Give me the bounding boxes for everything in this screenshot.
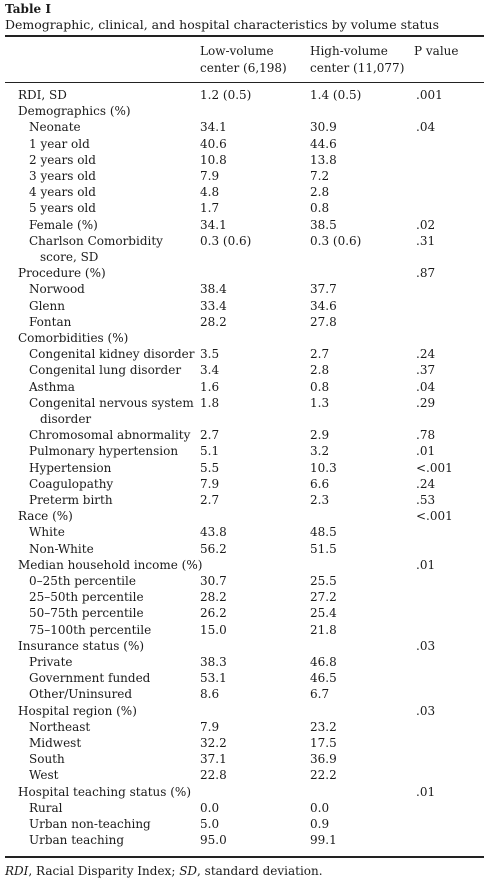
cell-p-value: <.001 (416, 509, 453, 524)
cell-high-volume: 0.8 (310, 201, 330, 216)
cell-p-value: .78 (416, 428, 436, 443)
header-high-volume: High-volume center (11,077) (310, 44, 405, 75)
row-label: Congenital lung disorder (29, 363, 182, 378)
table-row (0, 524, 489, 540)
row-label: Urban teaching (29, 833, 125, 848)
table-row (0, 670, 489, 686)
cell-high-volume: 46.8 (310, 655, 337, 669)
cell-high-volume: 17.5 (310, 736, 337, 750)
table-row (0, 751, 489, 767)
table-row (0, 168, 489, 184)
row-label: Congenital nervous system disorder (29, 395, 194, 426)
cell-p-value: .37 (416, 363, 436, 378)
row-label: 2 years old (29, 152, 96, 167)
cell-high-volume: 1.3 (310, 395, 330, 410)
header-p-value: P value (414, 44, 459, 58)
cell-high-volume: 0.3 (0.6) (310, 233, 362, 248)
cell-low-volume: 95.0 (200, 833, 227, 848)
cell-high-volume: 38.5 (310, 217, 337, 232)
row-label: Chromosomal abnormality (29, 428, 191, 443)
cell-p-value: .03 (416, 638, 436, 653)
cell-high-volume: 51.5 (310, 541, 337, 556)
cell-high-volume: 2.7 (310, 347, 330, 362)
cell-high-volume: 30.9 (310, 120, 337, 135)
cell-low-volume: 28.2 (200, 314, 227, 329)
cell-low-volume: 40.6 (200, 136, 227, 151)
row-label: Median household income (%) (18, 557, 203, 572)
cell-p-value: .31 (416, 233, 436, 248)
cell-low-volume: 26.2 (200, 606, 227, 621)
header-rule (5, 82, 484, 83)
row-label: South (29, 752, 65, 767)
cell-low-volume: 8.6 (200, 687, 220, 702)
row-label: Non-White (29, 541, 94, 556)
cell-low-volume: 0.0 (200, 800, 220, 815)
table-row (0, 492, 489, 508)
table-row (0, 508, 489, 524)
cell-high-volume: 10.3 (310, 460, 337, 475)
row-label: Charlson Comorbidity score, SD (29, 233, 163, 264)
row-label: Urban non-teaching (29, 817, 151, 831)
row-label: Insurance status (%) (18, 638, 145, 653)
cell-high-volume: 25.4 (310, 606, 337, 621)
table-row (0, 119, 489, 135)
cell-high-volume: 6.7 (310, 687, 330, 702)
cell-high-volume: 2.3 (310, 493, 330, 507)
table-row (0, 265, 489, 281)
row-label: Demographics (%) (18, 104, 131, 119)
table-row (0, 217, 489, 233)
cell-low-volume: 22.8 (200, 768, 227, 783)
table-title: Table I (5, 2, 51, 16)
row-label: 4 years old (29, 185, 96, 200)
cell-low-volume: 1.7 (200, 201, 220, 216)
row-label: White (29, 525, 65, 540)
table-caption: Demographic, clinical, and hospital characteristics by volume status (5, 17, 440, 32)
row-label: 1 year old (29, 136, 90, 151)
cell-high-volume: 34.6 (310, 298, 337, 313)
cell-high-volume: 7.2 (310, 169, 330, 183)
cell-low-volume: 3.5 (200, 347, 220, 362)
cell-high-volume: 46.5 (310, 671, 337, 686)
table-row (0, 314, 489, 330)
table-row (0, 589, 489, 605)
cell-p-value: .87 (416, 266, 436, 281)
row-label: Hospital region (%) (18, 703, 137, 718)
row-label: 0–25th percentile (29, 574, 136, 588)
table-row (0, 638, 489, 654)
cell-low-volume: 7.9 (200, 719, 220, 734)
cell-low-volume: 38.3 (200, 655, 227, 669)
cell-low-volume: 28.2 (200, 590, 227, 605)
cell-high-volume: 37.7 (310, 282, 337, 297)
row-label: Hospital teaching status (%) (18, 784, 192, 799)
cell-p-value: .29 (416, 395, 436, 410)
table-row (0, 103, 489, 119)
cell-p-value: .001 (416, 88, 443, 102)
footnote-abbr-rdi: RDI (5, 864, 29, 878)
row-label: Glenn (29, 298, 65, 313)
bottom-rule (5, 856, 484, 858)
row-label: RDI, SD (18, 88, 67, 102)
footnote-def-sd: , standard deviation. (197, 864, 323, 878)
table-row (0, 541, 489, 557)
row-label: Rural (29, 800, 63, 815)
table-row (0, 800, 489, 816)
table-footnote (5, 864, 323, 878)
row-label: Race (%) (18, 509, 73, 524)
cell-high-volume: 2.8 (310, 185, 330, 200)
cell-high-volume: 22.2 (310, 768, 337, 783)
table-row (0, 184, 489, 200)
cell-low-volume: 38.4 (200, 282, 227, 297)
table-row (0, 686, 489, 702)
row-label: Congenital kidney disorder (29, 347, 195, 362)
cell-p-value: .24 (416, 347, 436, 362)
row-label: Other/Uninsured (29, 687, 133, 702)
cell-low-volume: 32.2 (200, 736, 227, 750)
cell-low-volume: 34.1 (200, 120, 227, 135)
table-row (0, 605, 489, 621)
cell-high-volume: 23.2 (310, 719, 337, 734)
table-row (0, 654, 489, 670)
cell-low-volume: 15.0 (200, 622, 227, 637)
cell-high-volume: 25.5 (310, 574, 337, 588)
table-row (0, 476, 489, 492)
table-row (0, 200, 489, 216)
cell-p-value: .01 (416, 444, 436, 459)
row-label: Government funded (29, 671, 151, 686)
row-label: Private (29, 655, 73, 669)
cell-high-volume: 2.9 (310, 428, 330, 443)
table-row (0, 379, 489, 395)
table-row (0, 395, 489, 426)
cell-low-volume: 5.0 (200, 817, 220, 831)
table-row (0, 281, 489, 297)
header-low-volume: Low-volume center (6,198) (200, 44, 287, 75)
table-row (0, 362, 489, 378)
table-row (0, 557, 489, 573)
cell-low-volume: 1.8 (200, 395, 220, 410)
cell-low-volume: 4.8 (200, 185, 220, 200)
table-row (0, 346, 489, 362)
table-row (0, 298, 489, 314)
table-row (0, 573, 489, 589)
cell-high-volume: 0.9 (310, 817, 330, 831)
table-row (0, 330, 489, 346)
cell-p-value: .01 (416, 784, 436, 799)
cell-high-volume: 27.2 (310, 590, 337, 605)
cell-high-volume: 27.8 (310, 314, 337, 329)
cell-high-volume: 1.4 (0.5) (310, 88, 362, 102)
cell-high-volume: 2.8 (310, 363, 330, 378)
cell-low-volume: 2.7 (200, 493, 220, 507)
row-label: Asthma (29, 379, 75, 394)
cell-low-volume: 7.9 (200, 169, 220, 183)
cell-low-volume: 5.5 (200, 460, 220, 475)
row-label: Norwood (29, 282, 85, 297)
table-row (0, 832, 489, 848)
cell-low-volume: 30.7 (200, 574, 227, 588)
cell-low-volume: 1.2 (0.5) (200, 88, 252, 102)
cell-low-volume: 7.9 (200, 476, 220, 491)
row-label: 25–50th percentile (29, 590, 144, 605)
table-row (0, 816, 489, 832)
row-label: Procedure (%) (18, 266, 106, 281)
table-row (0, 152, 489, 168)
table-row (0, 87, 489, 103)
table-row (0, 767, 489, 783)
table-row (0, 719, 489, 735)
cell-high-volume: 0.8 (310, 379, 330, 394)
cell-low-volume: 37.1 (200, 752, 227, 767)
cell-high-volume: 36.9 (310, 752, 337, 767)
cell-p-value: <.001 (416, 460, 453, 475)
row-label: Northeast (29, 719, 91, 734)
top-rule (5, 35, 484, 37)
cell-high-volume: 44.6 (310, 136, 337, 151)
cell-p-value: .53 (416, 493, 436, 507)
table-row (0, 735, 489, 751)
table-row (0, 460, 489, 476)
cell-high-volume: 48.5 (310, 525, 337, 540)
cell-p-value: .01 (416, 557, 436, 572)
cell-high-volume: 3.2 (310, 444, 330, 459)
cell-p-value: .03 (416, 703, 436, 718)
row-label: Fontan (29, 314, 72, 329)
table-row (0, 427, 489, 443)
row-label: Coagulopathy (29, 476, 114, 491)
cell-high-volume: 99.1 (310, 833, 337, 848)
cell-low-volume: 53.1 (200, 671, 227, 686)
row-label: Hypertension (29, 460, 112, 475)
row-label: 5 years old (29, 201, 96, 216)
cell-p-value: .04 (416, 120, 436, 135)
table-row (0, 136, 489, 152)
cell-low-volume: 43.8 (200, 525, 227, 540)
table-row (0, 784, 489, 800)
row-label: Midwest (29, 736, 82, 750)
cell-p-value: .02 (416, 217, 436, 232)
cell-p-value: .24 (416, 476, 436, 491)
row-label: Pulmonary hypertension (29, 444, 179, 459)
cell-low-volume: 33.4 (200, 298, 227, 313)
row-label: Preterm birth (29, 493, 113, 507)
row-label: West (29, 768, 59, 783)
footnote-abbr-sd: SD (179, 864, 198, 878)
cell-high-volume: 13.8 (310, 152, 337, 167)
row-label: 50–75th percentile (29, 606, 144, 621)
table-row (0, 233, 489, 264)
table-row (0, 443, 489, 459)
footnote-def-rdi: , Racial Disparity Index; (28, 864, 180, 878)
row-label: 75–100th percentile (29, 622, 152, 637)
cell-low-volume: 5.1 (200, 444, 220, 459)
cell-low-volume: 2.7 (200, 428, 220, 443)
cell-low-volume: 3.4 (200, 363, 220, 378)
row-label: 3 years old (29, 169, 96, 183)
cell-low-volume: 0.3 (0.6) (200, 233, 252, 248)
row-label: Neonate (29, 120, 81, 135)
cell-low-volume: 56.2 (200, 541, 227, 556)
cell-p-value: .04 (416, 379, 436, 394)
cell-low-volume: 10.8 (200, 152, 227, 167)
cell-low-volume: 34.1 (200, 217, 227, 232)
table-row (0, 703, 489, 719)
row-label: Comorbidities (%) (18, 331, 129, 345)
row-label: Female (%) (29, 217, 98, 232)
table-row (0, 622, 489, 638)
cell-high-volume: 0.0 (310, 800, 330, 815)
cell-low-volume: 1.6 (200, 379, 220, 394)
cell-high-volume: 6.6 (310, 476, 330, 491)
cell-high-volume: 21.8 (310, 622, 337, 637)
